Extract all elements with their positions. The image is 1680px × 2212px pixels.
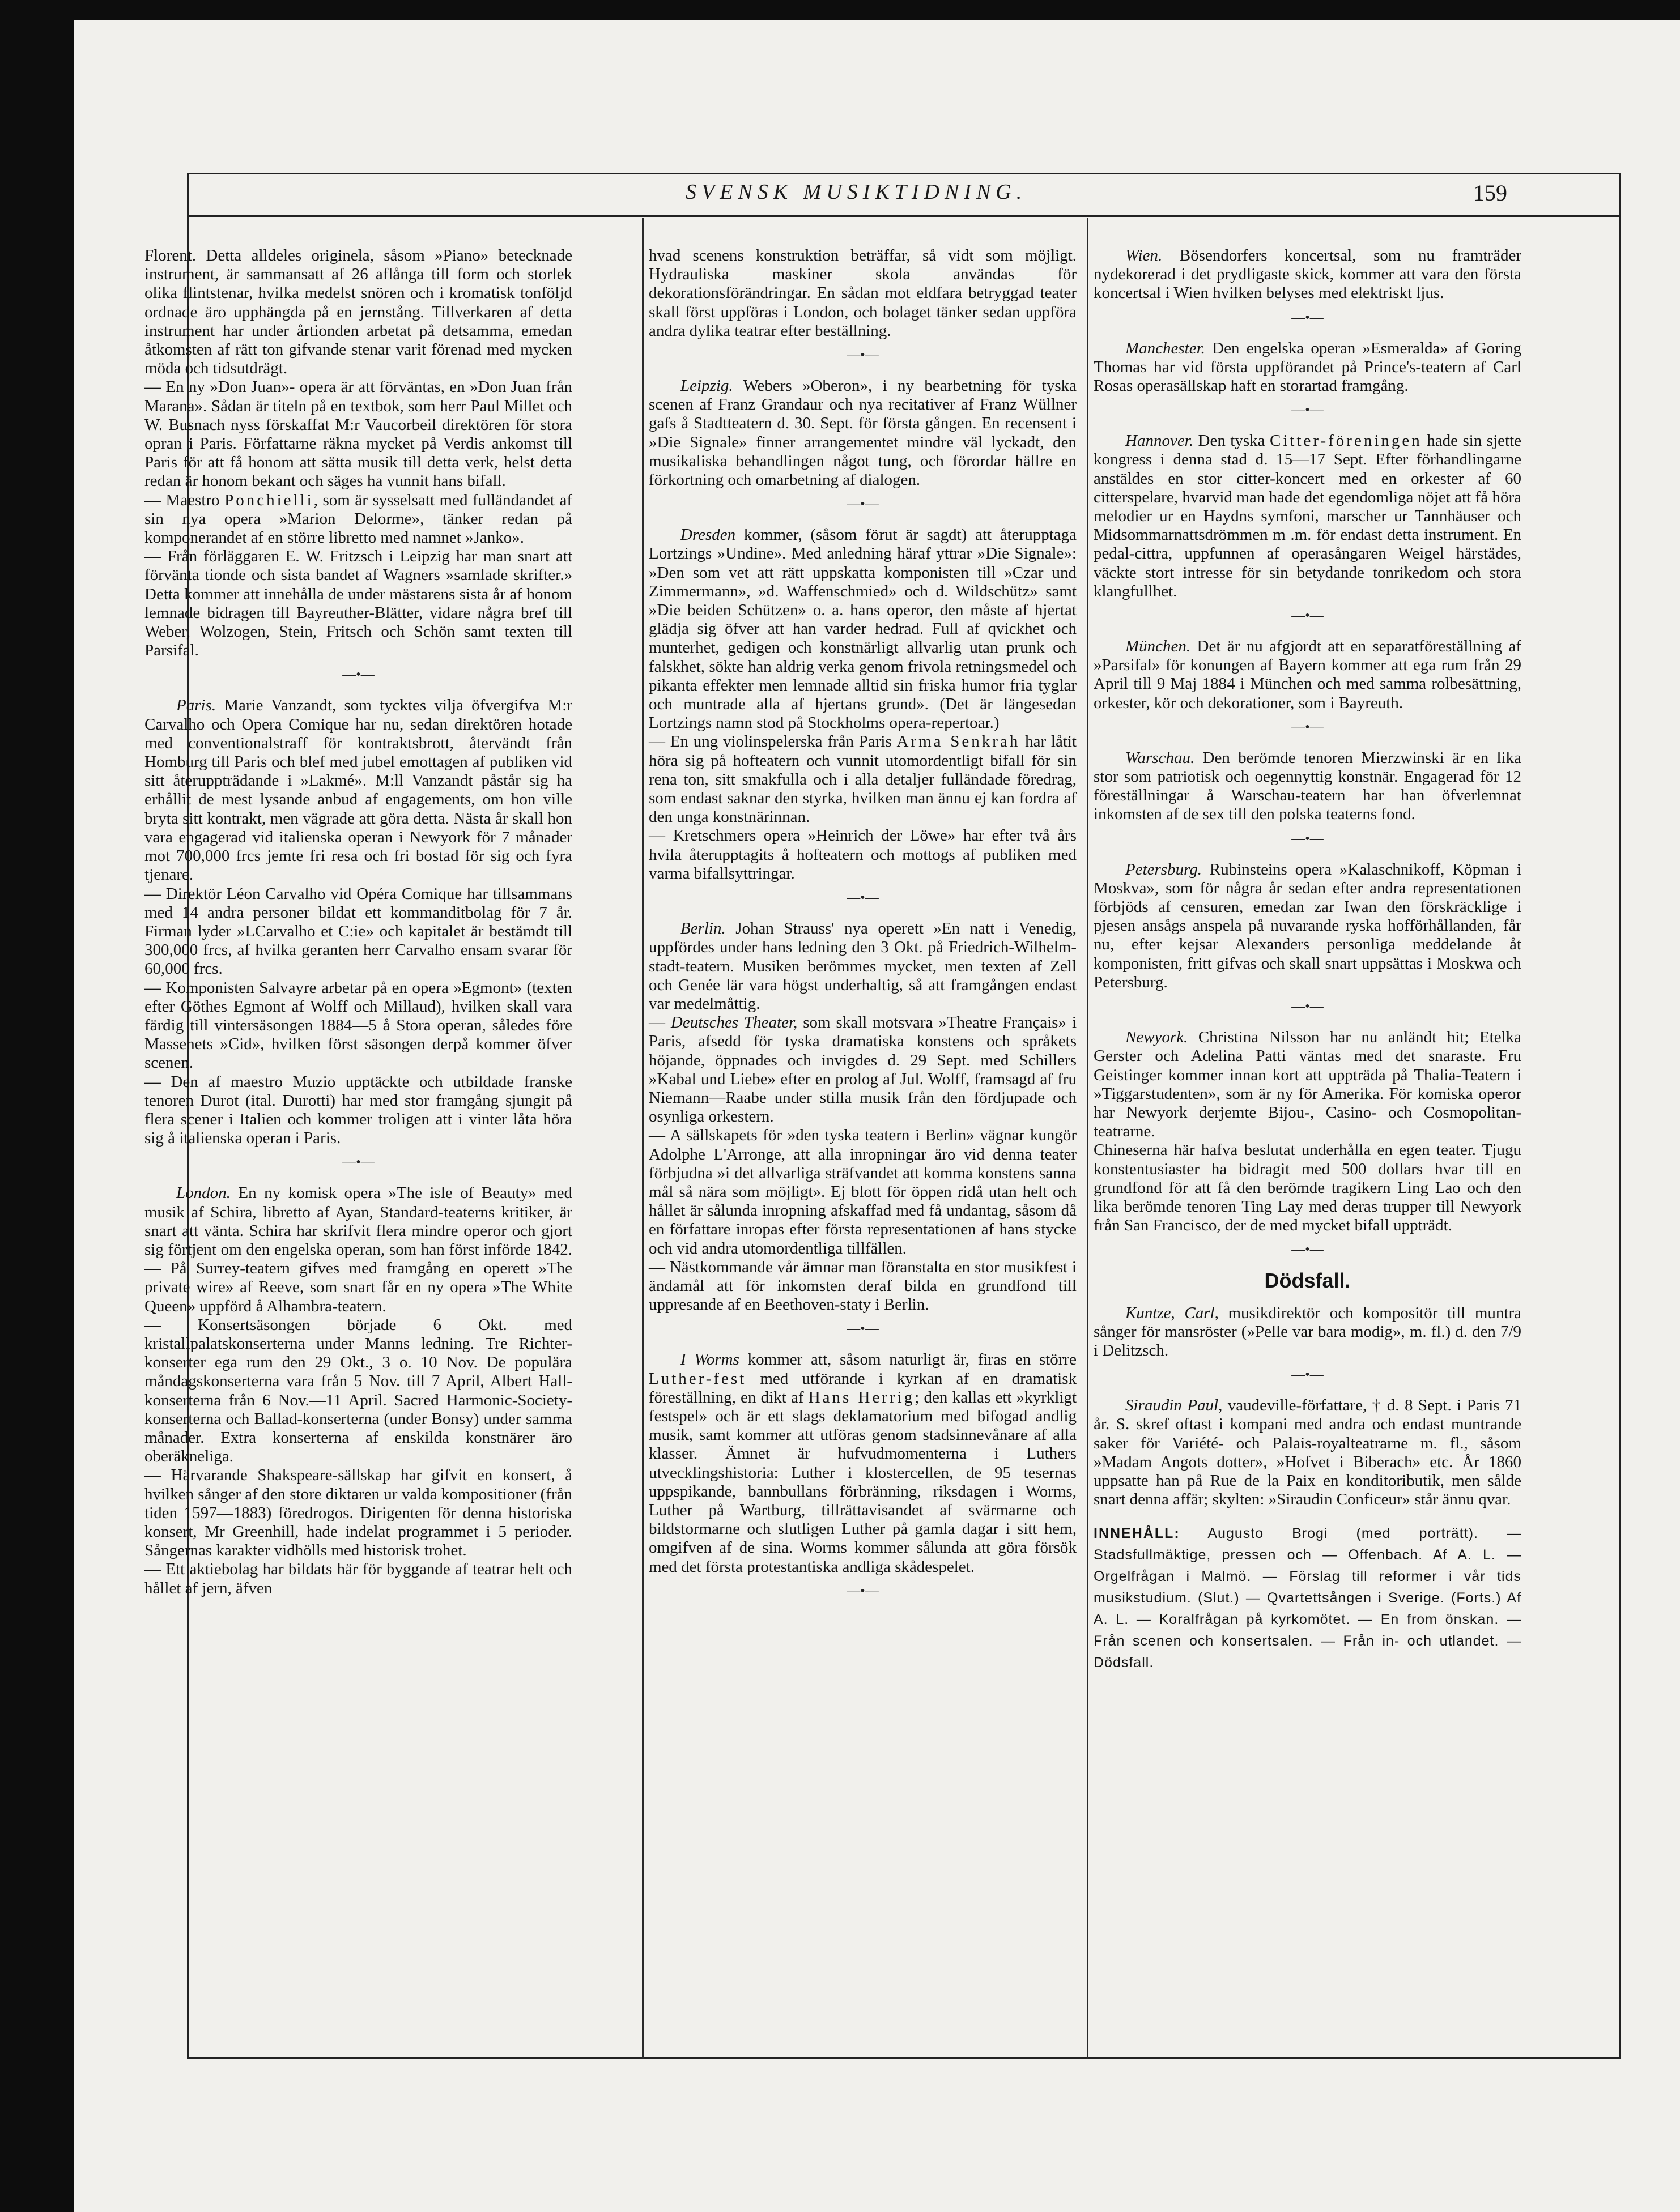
column-1 xyxy=(144,246,572,1598)
article-teater-cont: hvad scenens konstruktion beträffar, så vidt som möjligt. Hydrauliska maskiner skola användas för dekorationsförändringar. En sådan mot eldfara betryggad teater skall först uppföras i London, och bolaget tänker sedan uppföra andra dylika teatrar efter beställning. xyxy=(649,246,1077,340)
section-divider: —•— xyxy=(1291,1367,1324,1383)
place-hannover: Hannover. xyxy=(1125,432,1194,450)
place-dresden: Dresden xyxy=(680,526,736,544)
article-durot: — Den af maestro Muzio upptäckte och utbildade franske tenoren Durot (ital. Durotti) har med stor framgång sjungit på flera scener i Italien och kommer troligen att i vinter låta höra sig å italienska operan i Paris. xyxy=(144,1072,572,1148)
article-konsertsasong: — Konsertsäsongen började 6 Okt. med kristallpalatskonserterna under Manns ledning. Tre Richter-konserter ega rum den 29 Okt., 3 o. 10 Nov. De populära måndagskonserterna vara från 5 Nov. till 7 April, Albert Hall-konserterna från 6 Nov.—11 April. Sacred Harmonic-Society-konserterna och Ballad-konserterna (under Bonsy) under samma månader. Extra konserterna af enskilda konstnärer äro oberäkneliga. xyxy=(144,1315,572,1466)
place-munchen: München. xyxy=(1125,637,1191,656)
section-divider: —•— xyxy=(847,348,879,363)
article-warschau: Warschau. Den berömde tenoren Mierzwinski är en lika stor som patriotisk och oegennyttig konstnär. Engagerad för 12 föreställningar å Warschau-teatern har han öfverlemnat inkomsten af de sex till den polska teaterns fond. xyxy=(1094,748,1521,824)
place-leipzig: Leipzig. xyxy=(680,377,733,395)
article-leipzig: Leipzig. Webers »Oberon», i ny bearbetning för tyska scenen af Franz Grandaur och nya recitativer af Franz Wüllner gafs å Stadtteatern d. 30. Sept. för första gången. En recensent i »Die Signale» finner arrangementet mindre väl lyckadt, den musikaliska behandlingen något tung, och förordar hällre en förkortning och omarbetning af dialogen. xyxy=(649,377,1077,489)
article-beethoven: — Nästkommande vår ämnar man föranstalta en stor musikfest i ändamål att för inkomsten deraf bilda en grundfond till uppresande af en Beethoven-staty i Berlin. xyxy=(649,1258,1077,1314)
section-divider: —•— xyxy=(1291,719,1324,735)
obituary-siraudin: Siraudin Paul, vaudeville-författare, † d. 8 Sept. i Paris 71 år. S. skref oftast i kompani med andra och endast muntrande saker för Variété- och Palais-royalteatrarne m. fl., såsom »Madam Angots dotter», »Hofvet i Biberach» etc. År 1860 uppsatte han på Rue de la Paix en konditoributik, men sålde snart denna affär; skylten: »Siraudin Conficeur» står ännu qvar. xyxy=(1094,1396,1521,1509)
place-manchester: Manchester. xyxy=(1125,339,1205,357)
article-petersburg: Petersburg. Rubinsteins opera »Kalaschnikoff, Köpman i Moskva», som för några år sedan efter andra representationen förbjöds af censuren, emedan zar Iwan den förskräcklige i pjesen ansågs anspela på nuvarande ryska hofförhållanden, får nu, efter kejsar Alexanders personliga meddelande åt komponisten, fritt gifvas och skall snart uppsättas i Moskwa och Petersburg. xyxy=(1094,860,1521,991)
header-rule xyxy=(187,215,1621,217)
article-paris: Paris. Marie Vanzandt, som tycktes vilja öfvergifva M:r Carvalho och Opera Comique har nu, sedan direktören hotade med conventionalstraff för kontraktsbrott, återvändt från Homburg till Paris och blef med jubel emottagen af publiken vid sitt återuppträdande i »Lakmé». M:ll Vanzandt påstår sig ha erhållit de mest lysande anbud af engagements, om hon ville bryta sitt kontrakt, men vägrade att göra detta. Nästa år skall hon vara engagerad vid italienska operan i Newyork för 7 månader mot 700,000 frcs jemte fri resa och fri bostad för sig och fyra tjenare. xyxy=(144,696,572,884)
section-divider: —•— xyxy=(1291,831,1324,846)
frame-right-rule xyxy=(1619,173,1621,2059)
article-larronge: — A sällskapets för »den tyska teatern i Berlin» vägnar kungör Adolphe L'Arronge, att alla inropningar äro vid denna teater förbjudna »i det allvarliga sträfvandet att komma konstens sanna mål så nära som möjligt». Ej blott för öppen ridå utan helt och hållet är sålunda inropning afskaffad med få undantag, såsom då en författare inropas efter första representationen af hans stycke och vid andra utomordentliga tillfällen. xyxy=(649,1126,1077,1258)
article-salvayre: — Komponisten Salvayre arbetar på en opera »Egmont» (texten efter Göthes Egmont af Wolff och Millaud), hvilken skall vara färdig till vintersäsongen 1884—5 å Stora operan, således före Massenets »Cid», hvilken först säsongen derpå kommer öfver scenen. xyxy=(144,978,572,1072)
frame-bottom-rule xyxy=(187,2057,1621,2059)
article-aktiebolag: — Ett aktiebolag har bildats här för byggande af teatrar helt och hållet af jern, äfven xyxy=(144,1560,572,1597)
place-worms: I Worms xyxy=(680,1350,739,1369)
article-carvalho: — Direktör Léon Carvalho vid Opéra Comique har tillsammans med 14 andra personer bildat ett kommanditbolag för 7 år. Firman lyder »LCarvalho et C:ie» och kapitalet är bestämdt till 300,000 frcs, af hvilka geranten herr Carvalho ensam svarar för 60,000 frcs. xyxy=(144,884,572,978)
place-paris: Paris. xyxy=(176,696,216,715)
section-divider: —•— xyxy=(847,1322,879,1337)
section-divider: —•— xyxy=(1291,310,1324,325)
running-title: SVENSK MUSIKTIDNING. xyxy=(686,180,1027,204)
deaths-heading: Dödsfall. xyxy=(1264,1269,1351,1293)
article-fritzsch: — Från förläggaren E. W. Fritzsch i Leipzig har man snart att förvänta tionde och sista bandet af Wagners »samlade skrifter.» Detta kommer att innehålla de under mästarens sista år af honom lemnade bidragen till Bayreuther-Blätter, vidare några bref till Weber, Wolzogen, Stein, Fritsch och Schön samt texten till Parsifal. xyxy=(144,547,572,660)
section-divider: —•— xyxy=(847,497,879,512)
section-divider: —•— xyxy=(1291,403,1324,418)
section-divider: —•— xyxy=(847,1583,879,1599)
newspaper-page xyxy=(74,20,1680,2212)
column-rule-1 xyxy=(642,218,644,2059)
place-petersburg: Petersburg. xyxy=(1125,860,1202,879)
article-senkrah: — En ung violinspelerska från Paris Arma Senkrah har låtit höra sig på hofteatern och vunnit utomordentligt bifall för sin rena ton, sitt smakfulla och i alla detaljer fulländade föredrag, som endast saknar den styrka, hvilken man ännu ej kan fordra af den unga konstnärinnan. xyxy=(649,732,1077,826)
place-newyork: Newyork. xyxy=(1125,1028,1188,1047)
article-ponchielli: — Maestro Ponchielli, som är sysselsatt med fulländandet af sin nya opera »Marion Delorme», tänker redan på komponerandet af en större libretto med namnet »Janko». xyxy=(144,491,572,547)
article-newyork: Newyork. Christina Nilsson har nu anländt hit; Etelka Gerster och Adelina Patti väntas med det snaraste. Fru Geistinger kommer innan kort att uppträda på Thalia-Teatern i »Tiggarstudenten», som är ny för Amerika. För komiska operor har Newyork derjemte Bijou-, Casino- och Cosmopolitan-teatrarne. xyxy=(1094,1028,1521,1141)
article-deutsches-theater: — Deutsches Theater, som skall motsvara »Theatre Français» i Paris, afsedd för tyska dramatiska konstens och språkets höjande, öppnades och invigdes d. 29 Sept. med Schillers »Kabal und Liebe» efter en prolog af Jul. Wolff, framsagd af fru Niemann—Raabe under stilla musik från den fördjupade och osynliga orkestern. xyxy=(649,1013,1077,1126)
section-divider: —•— xyxy=(847,890,879,906)
section-divider: —•— xyxy=(342,1155,375,1170)
article-london: London. En ny komisk opera »The isle of Beauty» med musik af Schira, libretto af Ayan, Standard-teaterns kritiker, är snart att vänta. Schira har skrifvit flera mindre operor och gjort sig förtjent om den engelska operan, som han först införde 1842. — På Surrey-teatern gifves med framgång en operett »The private wire» af Reeve, som snart får en ny opera »The White Queen» uppförd å Alhambra-teatern. xyxy=(144,1184,572,1315)
frame-top-rule xyxy=(187,173,1621,174)
page-number: 159 xyxy=(1473,180,1507,206)
article-berlin: Berlin. Johan Strauss' nya operett »En natt i Venedig, uppfördes under hans ledning den 3 Okt. på Friedrich-Wilhelm-stadt-teatern. Musiken berömmes mycket, men texten af Zell och Genée lär vara högst underhaltig, så att framgången endast var medelmåttig. xyxy=(649,919,1077,1013)
column-rule-2 xyxy=(1087,218,1088,2059)
place-wien: Wien. xyxy=(1125,246,1163,265)
table-of-contents xyxy=(1094,1523,1521,1673)
article-florent: Florent. Detta alldeles originela, såsom »Piano» betecknade instrument, är sammansatt af 26 aflånga till form och storlek olika flintstenar, hvilka medelst snören och i kromatisk tonföljd ordnade äro upphängda på en jernstång. Tillverkaren af detta instrument har under årtionden arbetat på detsamma, emedan åtkomsten af rätt ton gifvande stenar varit förenad med mycken möda och tidsutdrägt. xyxy=(144,246,572,378)
article-kretschmer: — Kretschmers opera »Heinrich der Löwe» har efter två års hvila återupptagits å hofteatern och mottogs af publiken med varma bifallsyttringar. xyxy=(649,826,1077,883)
article-dresden: Dresden kommer, (såsom förut är sagdt) att återupptaga Lortzings »Undine». Med anledning häraf yttrar »Die Signale»: »Den som vet att rätt uppskatta komponisten till »Czar und Zimmermann», »d. Waffenschmied» och d. Wildschütz» samt »Die beiden Schützen» o. a. hans operor, den måste af hjertat glädja sig öfver att han varder hedrad. Full af qvickhet och munterhet, gedigen och konstnärligt allvarlig utan prunk och falskhet, sökte han aldrig verka genom frivola retningsmedel och pikanta effekter men lemnade alltid sin friska humor fria tyglar och muntrade alla af hjertans grund». (Det är längesedan Lortzings namn stod på Stockholms opera-repertoar.) xyxy=(649,526,1077,732)
place-warschau: Warschau. xyxy=(1125,748,1195,767)
obituary-kuntze: Kuntze, Carl, musikdirektör och kompositör till muntra sånger för mansröster (»Pelle var bara modig», m. fl.) d. den 7/9 i Delitzsch. xyxy=(1094,1303,1521,1359)
article-worms: I Worms kommer att, såsom naturligt är, firas en större Luther-fest med utförande i kyrkan af en dramatisk föreställning, en dikt af Hans Herrig; den kallas ett »kyrkligt festspel» och är ett slags deklamatorium med bifogad andlig musik, samt kommer att utföras genom stadsinnevånare af alla klasser. Ämnet är hufvudmomenterna i Luthers utvecklingshistoria: Luther i klostercellen, de 95 tesernas uppspikande, bannbullans förbränning, riksdagen i Worms, Luther på Wartburg, tillrättavisandet af svärmarne och bildstormarne och slutligen Luther på gamla dagar i sitt hem, omgifven af de sina. Worms kommer sålunda att göra försök med det första protestantiska andliga skådespelet. xyxy=(649,1350,1077,1576)
section-divider: —•— xyxy=(1291,999,1324,1015)
contents-list: Augusto Brogi (med porträtt). — Stadsfullmäktige, pressen och — Offenbach. Af A. L. — Orgelfrågan i Malmö. — Förslag till reformer i vår tids musikstudium. (Slut.) — Qvartettsången i Sverige. (Forts.) Af A. L. — Koralfrågan på kyrkomötet. — En from önskan. — Från scenen och konsertsalen. — Från in- och utlandet. — Dödsfall. xyxy=(1094,1525,1521,1671)
article-shakspeare: — Härvarande Shakspeare-sällskap har gifvit en konsert, å hvilken sånger af den store diktaren ur valda kompositioner (från tiden 1597—1883) föredrogos. Dirigenten för denna historiska konsert, Mr Greenhill, hade indelat programmet i 5 perioder. Sångernas karakter vidhölls med historisk trohet. xyxy=(144,1466,572,1560)
place-berlin: Berlin. xyxy=(680,919,726,938)
article-manchester: Manchester. Den engelska operan »Esmeralda» af Goring Thomas har vid första uppförandet på Prince's-teatern af Carl Rosas operasällskap haft en storartad framgång. xyxy=(1094,339,1521,395)
article-hannover: Hannover. Den tyska Citter-föreningen hade sin sjette kongress i denna stad d. 15—17 Sept. Efter förhandlingarne anstäldes en stor citter-koncert med en orkester af 60 citterspelare, hvarvid man hade det egendomliga nöjet att få höra melodier ur en Haydns symfoni, marscher ur Tannhäuser och Midsommarnattsdrömmen m .m. för endast detta instrument. En pedal-cittra, uppfunnen af operasångaren Weigel härstädes, väckte stort intresse för sin betydande tonrikedom och stora klangfullhet. xyxy=(1094,432,1521,600)
section-divider: —•— xyxy=(1291,608,1324,624)
article-don-juan: — En ny »Don Juan»- opera är att förväntas, en »Don Juan från Marana». Sådan är titeln på en textbok, som herr Paul Millet och W. Busnach nyss förskaffat M:r Vaucorbeil direktören för stora opran i Paris. Författarne räkna mycket på Verdis ankomst till Paris för att få honom att sätta musik till detta verk, helst detta redan är honom bekant och säges ha vunnit hans bifall. xyxy=(144,378,572,491)
column-2 xyxy=(649,246,1077,1613)
article-munchen: München. Det är nu afgjordt att en separatföreställning af »Parsifal» för konungen af Bayern kommer att ega rum från 29 April till 9 Maj 1884 i München och med samma rolbesättning, orkester, kör och dekorationer, som i Bayreuth. xyxy=(1094,637,1521,712)
column-3 xyxy=(1094,246,1521,1673)
article-chineserna: Chineserna här hafva beslutat underhålla en egen teater. Tjugu konstentusiaster ha bidragit med 500 dollars hvar till en grundfond för att få den berömde tragikern Ling Lao och den lika berömde tenoren Ting Lay med deras trupper till Newyork från San Francisco, der de med mycket bifall uppträdt. xyxy=(1094,1141,1521,1235)
section-divider: —•— xyxy=(342,667,375,683)
contents-heading: INNEHÅLL: xyxy=(1094,1525,1180,1542)
place-london: London. xyxy=(176,1184,231,1203)
article-wien: Wien. Bösendorfers koncertsal, som nu framträder nydekorerad i det prydligaste skick, kommer att vara den första koncertsal i Wien hvilken belyses med elektriskt ljus. xyxy=(1094,246,1521,302)
section-divider: —•— xyxy=(1291,1242,1324,1258)
